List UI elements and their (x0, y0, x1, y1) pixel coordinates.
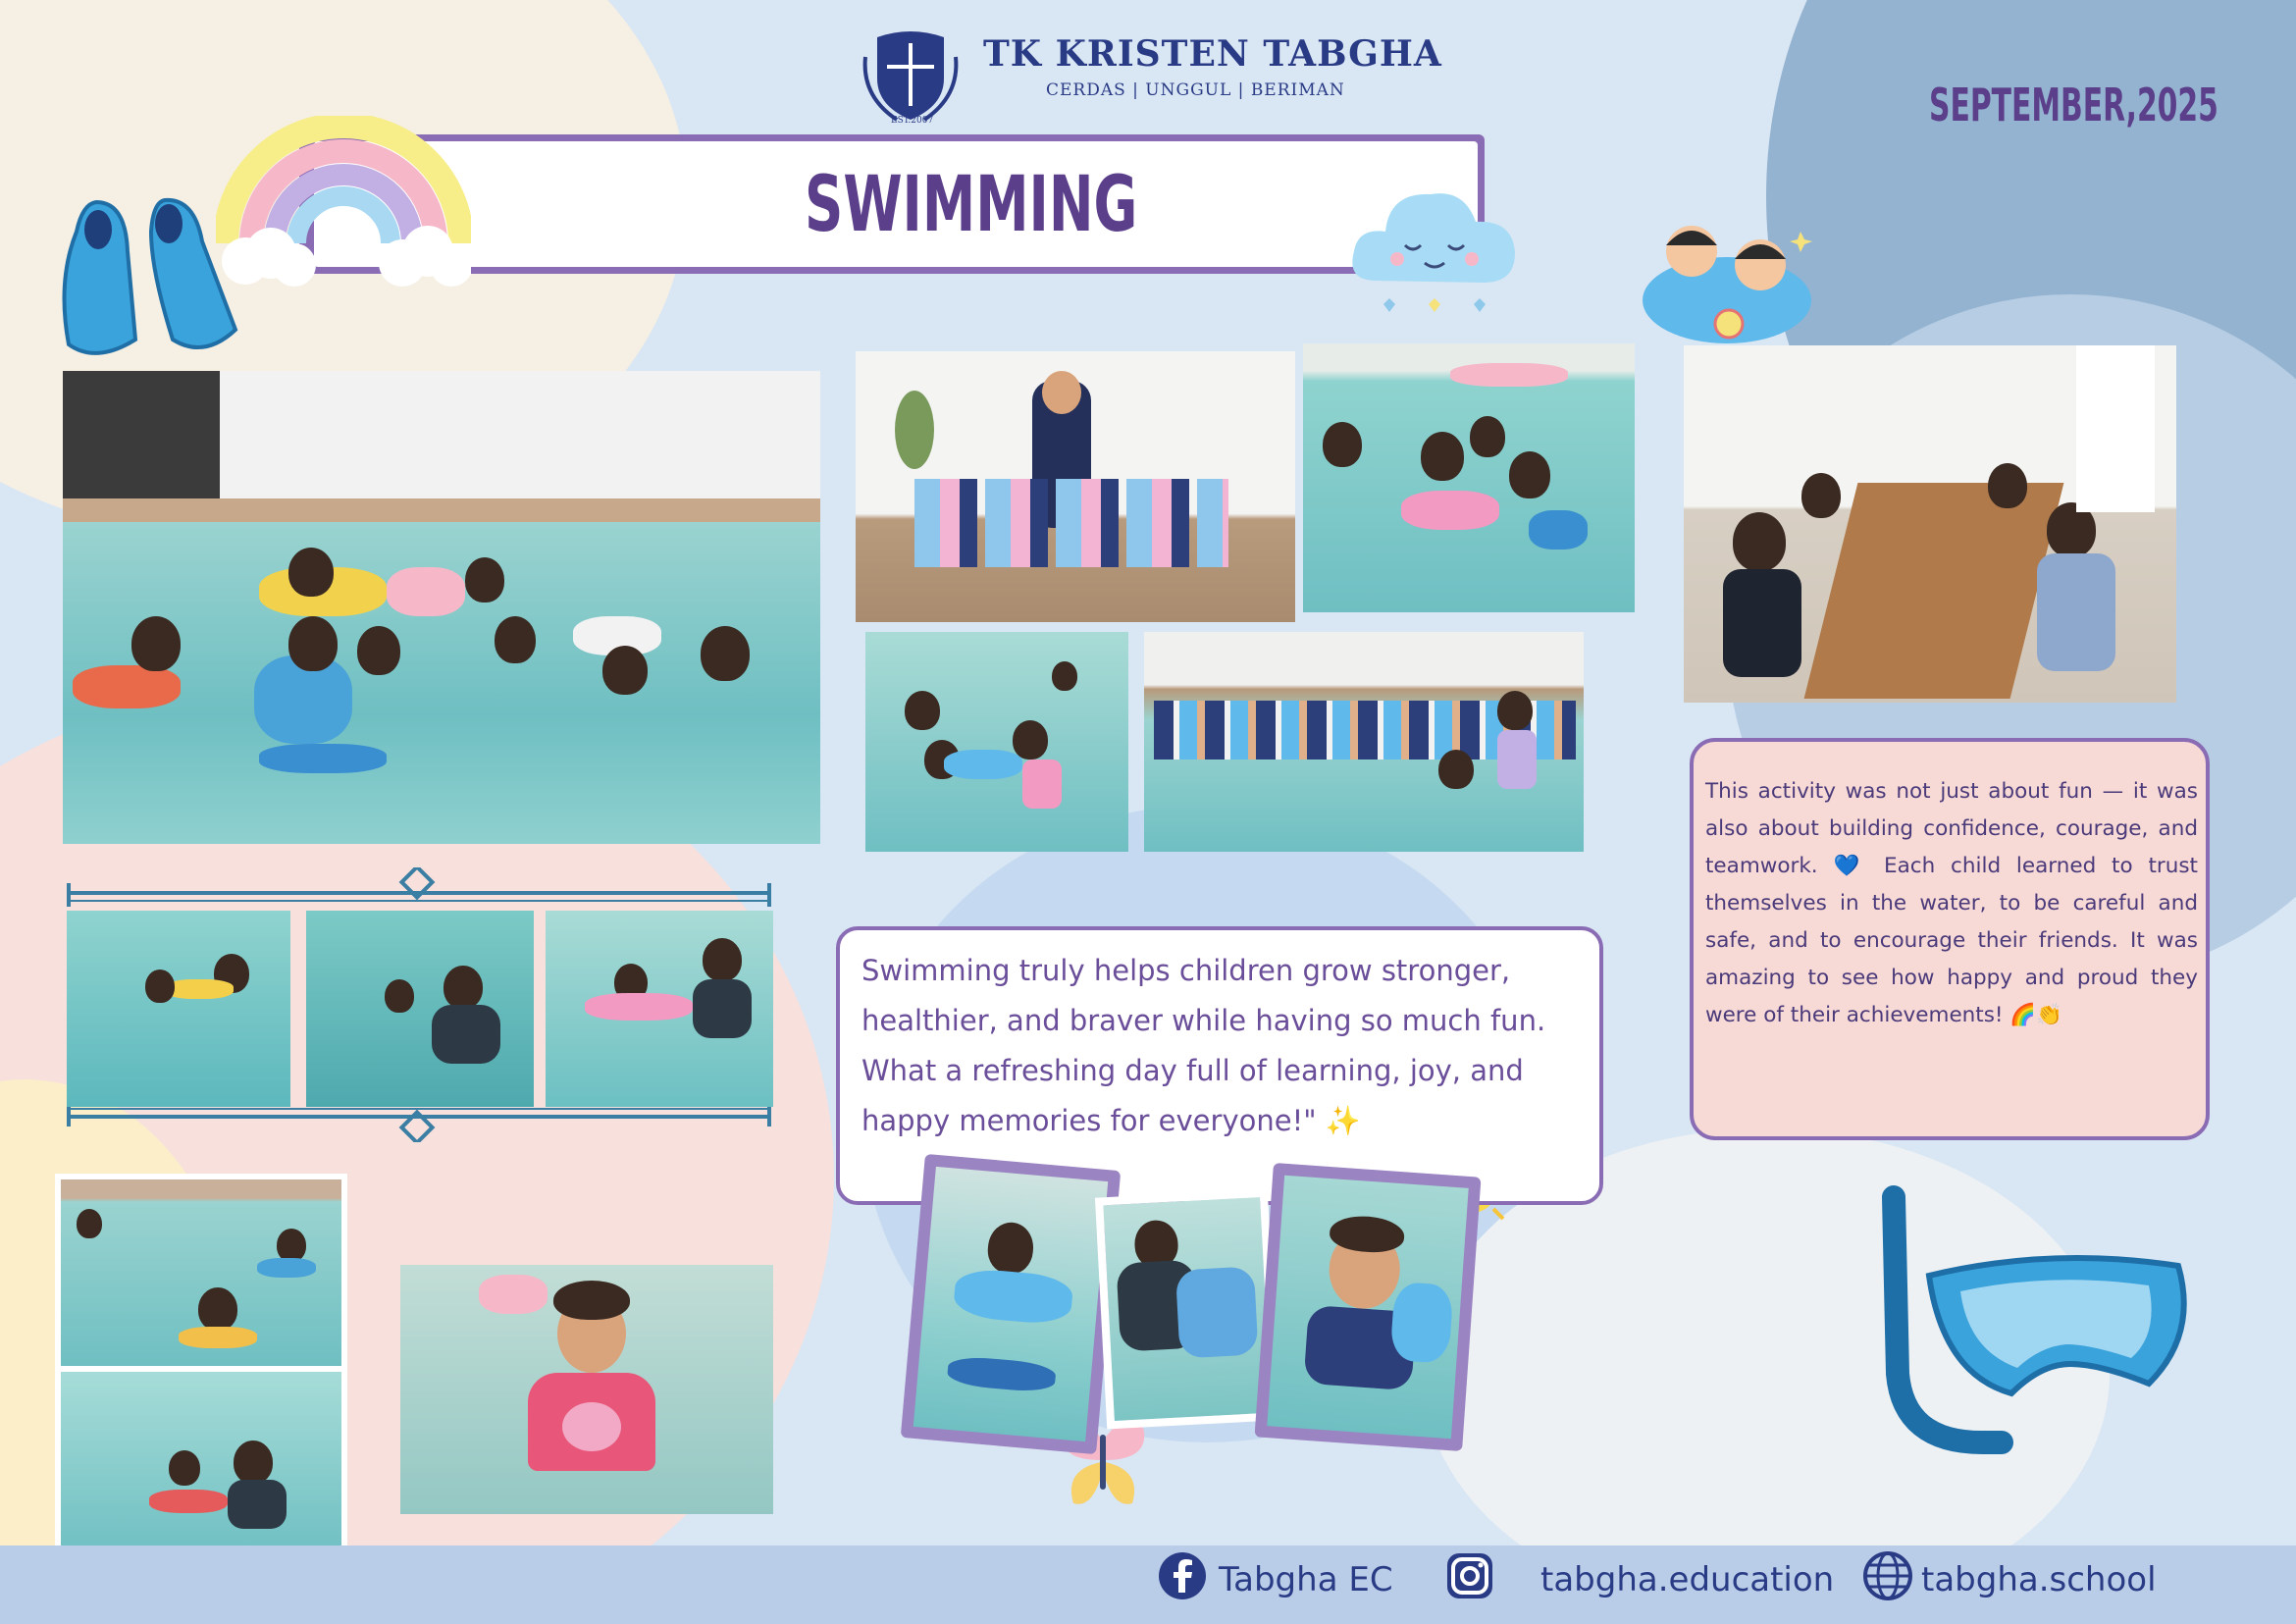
website-label: tabgha.school (1921, 1560, 2157, 1599)
footer-facebook[interactable] (1158, 1556, 1393, 1603)
photo-stack-bottom (61, 1372, 341, 1556)
side-text-box (1690, 738, 2210, 1140)
facebook-icon (1158, 1551, 1207, 1609)
school-crest-icon (858, 18, 964, 128)
footer-instagram[interactable] (1444, 1556, 1834, 1603)
photo-strip-1 (67, 911, 290, 1107)
instagram-label: tabgha.education (1540, 1560, 1835, 1599)
photo-group-standing (856, 351, 1295, 622)
side-text: This activity was not just about fun — it was also about building confidence, courage, and teamwork. 💙 Each child learned to trust themselves in the water, to be careful and safe, and to encourage their friends. It was amazing to see how happy and proud they were of their achievements! 🌈👏 (1705, 779, 2198, 1027)
facebook-label: Tabgha EC (1219, 1560, 1393, 1599)
swimming-kids-icon (1639, 202, 1815, 349)
photo-strip-2 (306, 911, 534, 1107)
photo-kids-board (865, 632, 1128, 852)
swim-fins-icon (57, 192, 243, 364)
tilted-photo-2 (1095, 1189, 1279, 1430)
photo-pool-kids-floaties (1303, 343, 1635, 612)
tilted-photo-3 (1267, 1176, 1468, 1439)
date-label: SEPTEMBER,2025 (1929, 79, 2218, 131)
photo-girl-peace (400, 1265, 773, 1514)
school-motto: CERDAS | UNGGUL | BERIMAN (1046, 80, 1345, 100)
cloud-face-icon (1346, 173, 1523, 325)
page-title: SWIMMING (805, 161, 1138, 249)
globe-icon (1862, 1550, 1913, 1610)
photo-strip-3 (546, 911, 773, 1107)
photo-kids-pool-edge (1144, 632, 1584, 852)
photo-kids-table (1684, 345, 2176, 703)
footer-website[interactable] (1862, 1556, 2157, 1603)
instagram-icon (1444, 1550, 1495, 1610)
main-text: Swimming truly helps children grow stronger, healthier, and braver while having so much fun. What a refreshing day full of learning, joy, and happy memories for everyone!" ✨ (861, 954, 1546, 1137)
photo-stack-top (61, 1179, 341, 1366)
photo-group-pool (63, 371, 820, 844)
school-name: TK KRISTEN TABGHA (983, 33, 1442, 75)
rainbow-icon (216, 116, 471, 312)
crest-est-text: EST.2007 (891, 116, 934, 126)
snorkel-mask-icon (1854, 1178, 2208, 1462)
tilted-photo-1 (913, 1167, 1109, 1441)
